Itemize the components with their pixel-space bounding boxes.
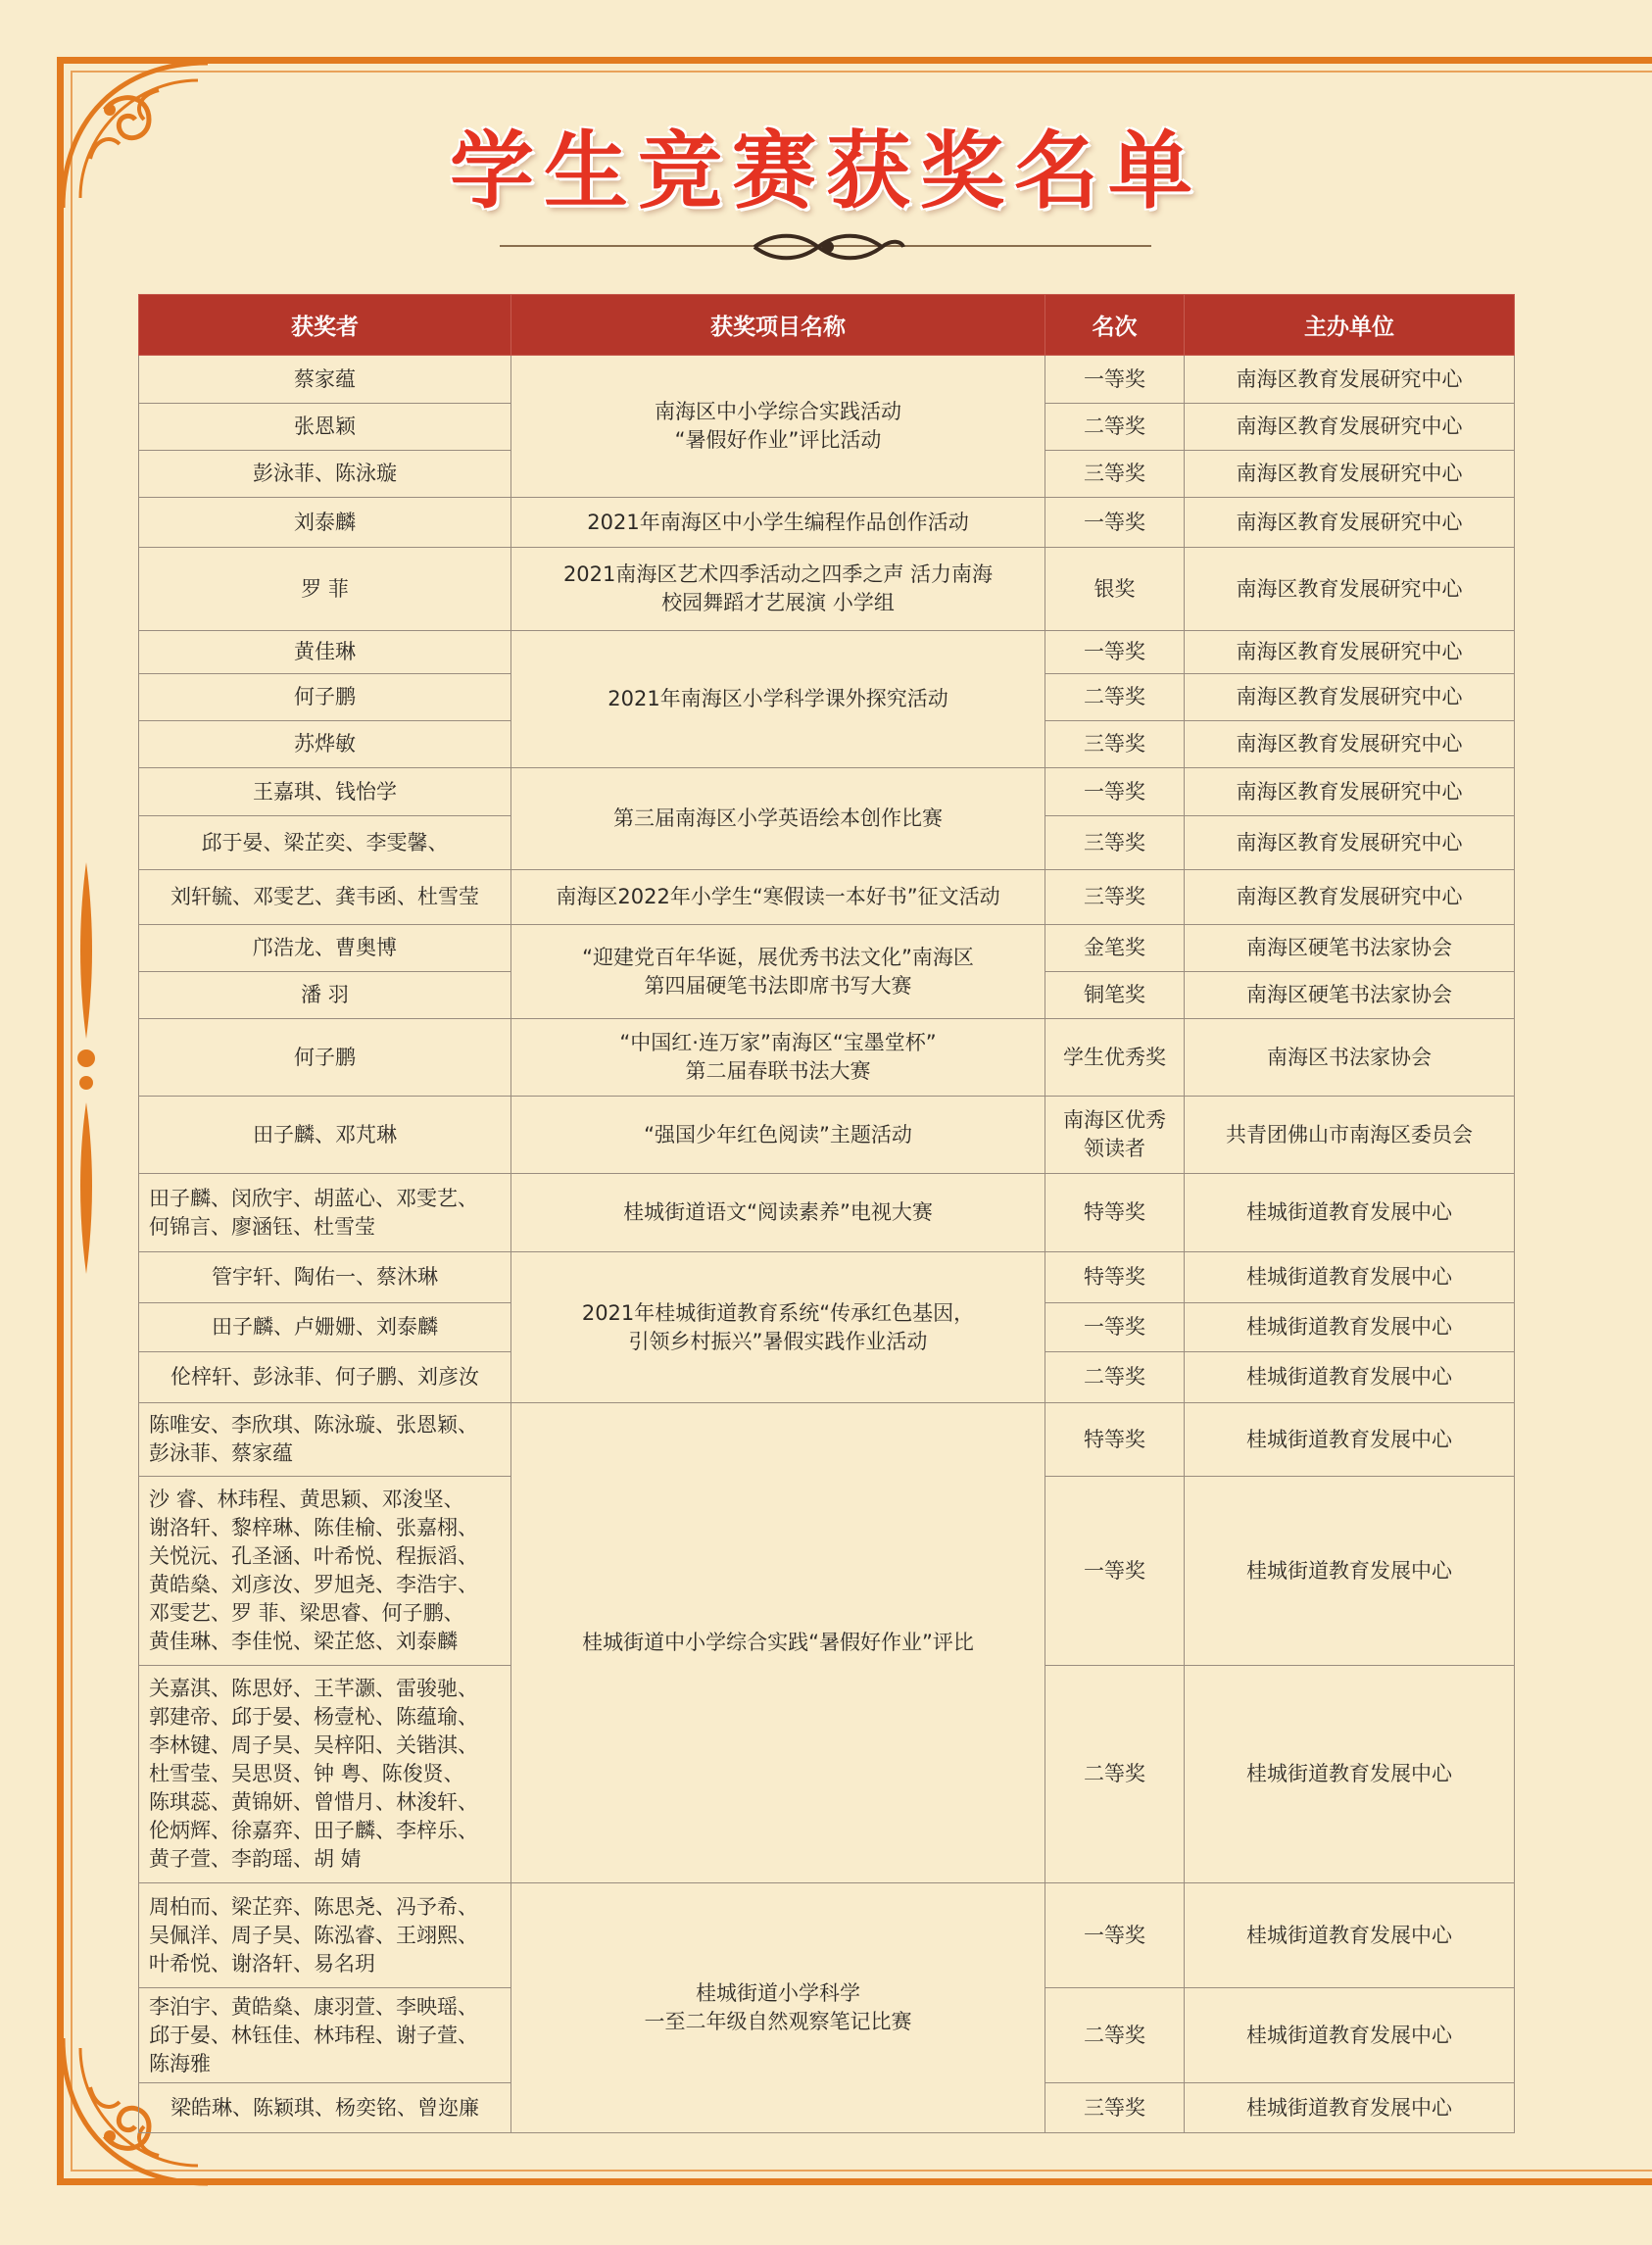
project-cell: [511, 1097, 1045, 1174]
text-line: 南海区优秀: [1063, 1108, 1166, 1132]
winner-cell: 何子鹏: [139, 1019, 511, 1097]
text-line: 黄佳琳、李佳悦、梁芷悠、刘泰麟: [149, 1630, 458, 1653]
rank-cell: 学生优秀奖: [1045, 1019, 1185, 1097]
project-cell: [511, 1174, 1045, 1252]
text-line: 2021年桂城街道教育系统“传承红色基因，: [581, 1300, 975, 1325]
organizer-cell: 桂城街道教育发展中心: [1185, 1666, 1515, 1883]
winner-cell: 管宇轩、陶佑一、蔡沐琳: [139, 1252, 511, 1303]
project-cell: [511, 356, 1045, 498]
rank-cell: 特等奖: [1045, 1174, 1185, 1252]
text-line: 杜雪莹、吴思贤、钟 粤、陈俊贤、: [149, 1762, 464, 1785]
organizer-cell: 南海区硬笔书法家协会: [1185, 925, 1515, 972]
organizer-cell: 桂城街道教育发展中心: [1185, 1303, 1515, 1352]
text-line: 校园舞蹈才艺展演 小学组: [661, 591, 895, 614]
project-cell: [511, 925, 1045, 1019]
winner-cell: [139, 1666, 511, 1883]
side-ornament-left: [67, 862, 106, 1274]
rank-cell: 铜笔奖: [1045, 972, 1185, 1019]
organizer-cell: 桂城街道教育发展中心: [1185, 1352, 1515, 1403]
organizer-cell: 南海区书法家协会: [1185, 1019, 1515, 1097]
table-row: [139, 548, 1515, 631]
table-row: [139, 925, 1515, 972]
rank-cell: 特等奖: [1045, 1252, 1185, 1303]
text-line: 伦炳辉、徐嘉弈、田子麟、李梓乐、: [149, 1819, 478, 1842]
organizer-cell: 桂城街道教育发展中心: [1185, 1403, 1515, 1477]
winner-cell: [139, 1403, 511, 1477]
winner-cell: 田子麟、邓芃琳: [139, 1097, 511, 1174]
rank-cell: 一等奖: [1045, 631, 1185, 674]
organizer-cell: 南海区教育发展研究中心: [1185, 631, 1515, 674]
winner-cell: [139, 1883, 511, 1988]
winner-cell: 王嘉琪、钱怡学: [139, 768, 511, 816]
text-line: 彭泳菲、蔡家蕴: [149, 1441, 293, 1465]
organizer-cell: 桂城街道教育发展中心: [1185, 2083, 1515, 2133]
rank-cell: 三等奖: [1045, 870, 1185, 925]
text-line: 领读者: [1084, 1137, 1145, 1160]
winner-cell: 苏烨敏: [139, 721, 511, 768]
text-line: 2021年南海区中小学生编程作品创作活动: [587, 510, 969, 534]
text-line: “暑假好作业”评比活动: [674, 428, 882, 452]
text-line: 郭建帝、邱于晏、杨壹杺、陈蕴瑜、: [149, 1705, 478, 1729]
rank-cell: 银奖: [1045, 548, 1185, 631]
text-line: 黄子萱、李韵瑶、胡 婧: [149, 1847, 362, 1871]
table-row: [139, 1403, 1515, 1477]
project-cell: [511, 870, 1045, 925]
organizer-cell: 桂城街道教育发展中心: [1185, 1988, 1515, 2083]
organizer-cell: 南海区教育发展研究中心: [1185, 816, 1515, 870]
rank-cell: 一等奖: [1045, 356, 1185, 404]
page-title: 学生竞赛获奖名单: [450, 122, 1202, 220]
table-row: [139, 1252, 1515, 1303]
rank-cell: [1045, 1097, 1185, 1174]
table-row: [139, 1174, 1515, 1252]
winner-cell: 梁皓琳、陈颖琪、杨奕铭、曾迩廉: [139, 2083, 511, 2133]
text-line: 谢洛轩、黎梓琳、陈佳榆、张嘉栩、: [149, 1516, 478, 1539]
text-line: 陈琪蕊、黄锦妍、曾惜月、林浚轩、: [149, 1790, 478, 1814]
rank-cell: 一等奖: [1045, 1477, 1185, 1666]
rank-cell: 一等奖: [1045, 1303, 1185, 1352]
text-line: 李林键、周子昊、吴梓阳、关锴淇、: [149, 1733, 478, 1757]
header-project: 获奖项目名称: [511, 295, 1045, 356]
text-line: 2021南海区艺术四季活动之四季之声 活力南海: [562, 562, 994, 586]
winner-cell: [139, 1174, 511, 1252]
winner-cell: 邱于晏、梁芷奕、李雯馨、: [139, 816, 511, 870]
awards-table: [138, 294, 1515, 2133]
rank-cell: 二等奖: [1045, 1666, 1185, 1883]
organizer-cell: 南海区教育发展研究中心: [1185, 768, 1515, 816]
title-scroll-ornament: [745, 227, 911, 267]
header-organizer: 主办单位: [1185, 295, 1515, 356]
rank-cell: 特等奖: [1045, 1403, 1185, 1477]
table-row: [139, 498, 1515, 548]
organizer-cell: 南海区教育发展研究中心: [1185, 548, 1515, 631]
table-row: [139, 1883, 1515, 1988]
organizer-cell: 南海区教育发展研究中心: [1185, 674, 1515, 721]
project-cell: [511, 1019, 1045, 1097]
text-line: 沙 睿、林玮程、黄思颖、邓浚坚、: [149, 1488, 464, 1511]
winner-cell: 刘泰麟: [139, 498, 511, 548]
winner-cell: 张恩颖: [139, 404, 511, 451]
winner-cell: 何子鹏: [139, 674, 511, 721]
organizer-cell: 桂城街道教育发展中心: [1185, 1883, 1515, 1988]
rank-cell: 三等奖: [1045, 816, 1185, 870]
header-rank: 名次: [1045, 295, 1185, 356]
text-line: 田子麟、闵欣宇、胡蓝心、邓雯艺、: [149, 1186, 478, 1210]
text-line: 李泊宇、黄皓燊、康羽萱、李映瑶、: [149, 1994, 478, 2019]
rank-cell: 二等奖: [1045, 1988, 1185, 2083]
winner-cell: [139, 1477, 511, 1666]
winner-cell: 田子麟、卢姗姗、刘泰麟: [139, 1303, 511, 1352]
text-line: “强国少年红色阅读”主题活动: [644, 1122, 912, 1147]
table-row: [139, 631, 1515, 674]
text-line: 何锦言、廖涵钰、杜雪莹: [149, 1214, 375, 1239]
winner-cell: 伦梓轩、彭泳菲、何子鹏、刘彦汝: [139, 1352, 511, 1403]
winner-cell: 黄佳琳: [139, 631, 511, 674]
rank-cell: 金笔奖: [1045, 925, 1185, 972]
text-line: 一至二年级自然观察笔记比赛: [644, 2010, 912, 2033]
table-header-row: [139, 295, 1515, 356]
rank-cell: 二等奖: [1045, 674, 1185, 721]
winner-cell: 邝浩龙、曹奥博: [139, 925, 511, 972]
rank-cell: 三等奖: [1045, 451, 1185, 498]
header-winner: 获奖者: [139, 295, 511, 356]
organizer-cell: 南海区教育发展研究中心: [1185, 356, 1515, 404]
organizer-cell: 南海区教育发展研究中心: [1185, 870, 1515, 925]
table-row: [139, 768, 1515, 816]
text-line: 黄皓燊、刘彦汝、罗旭尧、李浩宇、: [149, 1573, 478, 1596]
text-line: 桂城街道语文“阅读素养”电视大赛: [623, 1200, 933, 1224]
text-line: 关嘉淇、陈思妤、王芊灏、雷骏驰、: [149, 1677, 478, 1700]
text-line: 吴佩洋、周子昊、陈泓睿、王翊熙、: [149, 1923, 478, 1947]
organizer-cell: 共青团佛山市南海区委员会: [1185, 1097, 1515, 1174]
text-line: 邱于晏、林钰佳、林玮程、谢子萱、: [149, 2023, 478, 2047]
text-line: 南海区中小学综合实践活动: [655, 400, 901, 423]
table-body: [139, 356, 1515, 2133]
project-cell: [511, 1403, 1045, 1883]
project-cell: [511, 1883, 1045, 2133]
text-line: “中国红·连万家”南海区“宝墨堂杯”: [619, 1031, 937, 1054]
text-line: 叶希悦、谢洛轩、易名玥: [149, 1951, 375, 1976]
rank-cell: 一等奖: [1045, 498, 1185, 548]
organizer-cell: 南海区教育发展研究中心: [1185, 451, 1515, 498]
text-line: 引领乡村振兴”暑假实践作业活动: [628, 1329, 928, 1353]
text-line: 邓雯艺、罗 菲、梁思睿、何子鹏、: [149, 1601, 464, 1625]
project-cell: [511, 1252, 1045, 1403]
organizer-cell: 南海区教育发展研究中心: [1185, 404, 1515, 451]
project-cell: [511, 631, 1045, 768]
organizer-cell: 桂城街道教育发展中心: [1185, 1174, 1515, 1252]
text-line: 陈海雅: [149, 2051, 211, 2075]
table-row: [139, 1019, 1515, 1097]
table-row: [139, 1097, 1515, 1174]
project-cell: [511, 498, 1045, 548]
text-line: 桂城街道小学科学: [696, 1981, 860, 2005]
rank-cell: 二等奖: [1045, 404, 1185, 451]
winner-cell: 潘 羽: [139, 972, 511, 1019]
organizer-cell: 南海区教育发展研究中心: [1185, 498, 1515, 548]
organizer-cell: 南海区硬笔书法家协会: [1185, 972, 1515, 1019]
rank-cell: 一等奖: [1045, 768, 1185, 816]
rank-cell: 三等奖: [1045, 2083, 1185, 2133]
winner-cell: [139, 1988, 511, 2083]
winner-cell: 蔡家蕴: [139, 356, 511, 404]
text-line: 陈唯安、李欣琪、陈泳璇、张恩颖、: [149, 1413, 478, 1437]
project-cell: [511, 548, 1045, 631]
text-line: 第二届春联书法大赛: [685, 1059, 871, 1083]
winner-cell: 彭泳菲、陈泳璇: [139, 451, 511, 498]
organizer-cell: 桂城街道教育发展中心: [1185, 1252, 1515, 1303]
organizer-cell: 桂城街道教育发展中心: [1185, 1477, 1515, 1666]
table-row: [139, 870, 1515, 925]
text-line: 第三届南海区小学英语绘本创作比赛: [613, 806, 943, 830]
text-line: 南海区2022年小学生“寒假读一本好书”征文活动: [556, 885, 1000, 908]
rank-cell: 三等奖: [1045, 721, 1185, 768]
text-line: 第四届硬笔书法即席书写大赛: [644, 973, 912, 998]
project-cell: [511, 768, 1045, 870]
rank-cell: 二等奖: [1045, 1352, 1185, 1403]
winner-cell: 罗 菲: [139, 548, 511, 631]
text-line: “迎建党百年华诞，展优秀书法文化”南海区: [582, 945, 974, 969]
text-line: 桂城街道中小学综合实践“暑假好作业”评比: [582, 1631, 974, 1654]
organizer-cell: 南海区教育发展研究中心: [1185, 721, 1515, 768]
text-line: 周柏而、梁芷弈、陈思尧、冯予希、: [149, 1894, 478, 1919]
text-line: 2021年南海区小学科学课外探究活动: [607, 687, 948, 710]
rank-cell: 一等奖: [1045, 1883, 1185, 1988]
text-line: 关悦沅、孔圣涵、叶希悦、程振滔、: [149, 1544, 478, 1568]
winner-cell: 刘轩毓、邓雯艺、龚韦函、杜雪莹: [139, 870, 511, 925]
table-row: [139, 356, 1515, 404]
